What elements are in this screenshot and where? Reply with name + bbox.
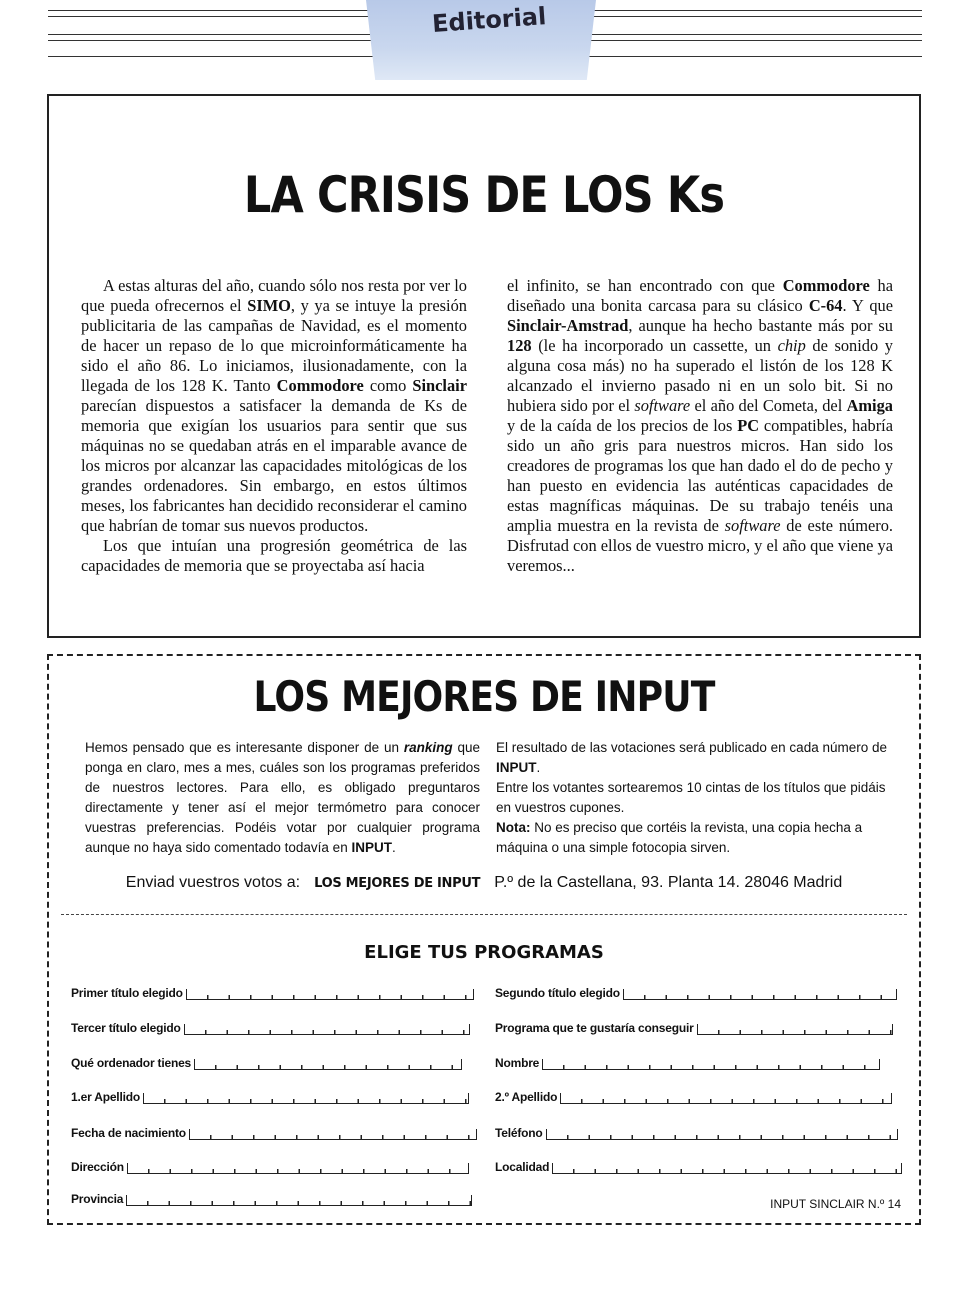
editorial-column-right	[507, 276, 893, 576]
form-title: ELIGE TUS PROGRAMAS	[364, 942, 604, 963]
coupon-paragraph: Entre los votantes sortearemos 10 cintas de los títulos que pidáis en vuestros cupones.	[496, 780, 886, 815]
input-boxes[interactable]	[126, 1195, 472, 1206]
field-ordenador[interactable]: Qué ordenador tienes	[71, 1052, 462, 1070]
coupon-text-left	[85, 738, 480, 858]
editorial-title: LA CRISIS DE LOS Ks	[243, 166, 725, 224]
section-title: Editorial	[431, 2, 548, 38]
coupon-paragraph: El resultado de las votaciones será publicado en cada número de INPUT.	[496, 740, 887, 775]
field-segundo-titulo[interactable]: Segundo título elegido	[495, 982, 897, 1000]
coupon-title: LOS MEJORES DE INPUT	[253, 672, 715, 721]
input-boxes[interactable]	[546, 1129, 898, 1140]
input-boxes[interactable]	[623, 989, 897, 1000]
editorial-paragraph: Los que intuían una progresión geométrica de las capacidades de memoria que se proyectaba así hacia	[81, 536, 467, 575]
editorial-paragraph: el infinito, se han encontrado con que Commodore ha diseñado una bonita carcasa para su clásico C-64. Y que Sinclair-Amstrad, aunque ha hecho bastante más por su 128 (le ha incorporado un cassette, un chip de sonido y alguna cosa más) no ha superado el listón de los 128 K alcanzado el invierno pasado ni en un solo bit. Si no hubiera sido por el software el año del Cometa, del Amiga y de la caída de los precios de los PC compatibles, habría sido un año gris para nuestros micros. Han sido los creadores de programas los que han dado el do de pecho y han puesto en evidencia las auténticas capacidades de estas magníficas máquinas. De su trabajo tenéis una amplia muestra en la revista de software de este número. Disfrutad con ellos de vuestro micro, y el año que viene ya veremos...	[507, 276, 893, 575]
editorial-column-left	[81, 276, 467, 576]
input-boxes[interactable]	[552, 1163, 902, 1174]
field-direccion[interactable]: Dirección	[71, 1156, 469, 1174]
coupon-note: Nota: No es preciso que cortéis la revista, una copia hecha a máquina o una simple fotocopia sirven.	[496, 820, 863, 855]
field-apellido1[interactable]: 1.er Apellido	[71, 1086, 469, 1104]
input-boxes[interactable]	[697, 1024, 893, 1035]
input-boxes[interactable]	[127, 1163, 469, 1174]
input-boxes[interactable]	[189, 1129, 477, 1140]
field-programa[interactable]: Programa que te gustaría conseguir	[495, 1017, 893, 1035]
cut-line	[61, 914, 907, 915]
page-footer: INPUT SINCLAIR N.º 14	[770, 1197, 901, 1211]
field-apellido2[interactable]: 2.º Apellido	[495, 1086, 892, 1104]
input-boxes[interactable]	[184, 1024, 470, 1035]
editorial-box	[47, 94, 921, 638]
input-boxes[interactable]	[560, 1093, 892, 1104]
field-nombre[interactable]: Nombre	[495, 1052, 880, 1070]
coupon-text-right	[496, 738, 891, 858]
input-boxes[interactable]	[143, 1093, 469, 1104]
input-boxes[interactable]	[186, 989, 474, 1000]
input-boxes[interactable]	[542, 1059, 880, 1070]
send-address: Enviad vuestros votos a: LOS MEJORES DE INPUT P.º de la Castellana, 93. Planta 14. 28046 Madrid	[125, 874, 843, 891]
editorial-paragraph: A estas alturas del año, cuando sólo nos resta por ver lo que pueda ofrecernos el SIMO, y ya se intuye la presión publicitaria de las campañas de Navidad, es el momento de hacer un repaso de lo que microinformáticamente ha sido el año 86. Lo iniciamos, ilusionadamente, con la llegada de los 128 K. Tanto Commodore como Sinclair parecían dispuestos a satisfacer la demanda de Ks de memoria que exigían los usuarios para sentir que sus máquinas no se quedaban atrás en el imparable avance de los micros por alcanzar las capacidades mitológicas de los grandes ordenadores. Sin embargo, en estos últimos meses, los fabricantes han decidido reconsiderar el camino que habrían de tomar sus nuevos productos.	[81, 276, 467, 535]
field-primer-titulo[interactable]: Primer título elegido	[71, 982, 474, 1000]
coupon-box	[47, 654, 921, 1225]
field-fecha-nacimiento[interactable]: Fecha de nacimiento	[71, 1122, 477, 1140]
input-boxes[interactable]	[194, 1059, 462, 1070]
field-tercer-titulo[interactable]: Tercer título elegido	[71, 1017, 470, 1035]
field-telefono[interactable]: Teléfono	[495, 1122, 898, 1140]
coupon-paragraph: Hemos pensado que es interesante disponer de un ranking que ponga en claro, mes a mes, cuáles son los programas preferidos de nuestros lectores. Para ello, es obligado preguntaros directamente y tener así el mejor termómetro para conocer vuestras preferencias. Podéis votar por cualquier programa aunque no haya sido comentado todavía en INPUT.	[85, 740, 480, 855]
field-provincia[interactable]: Provincia	[71, 1188, 472, 1206]
field-localidad[interactable]: Localidad	[495, 1156, 902, 1174]
